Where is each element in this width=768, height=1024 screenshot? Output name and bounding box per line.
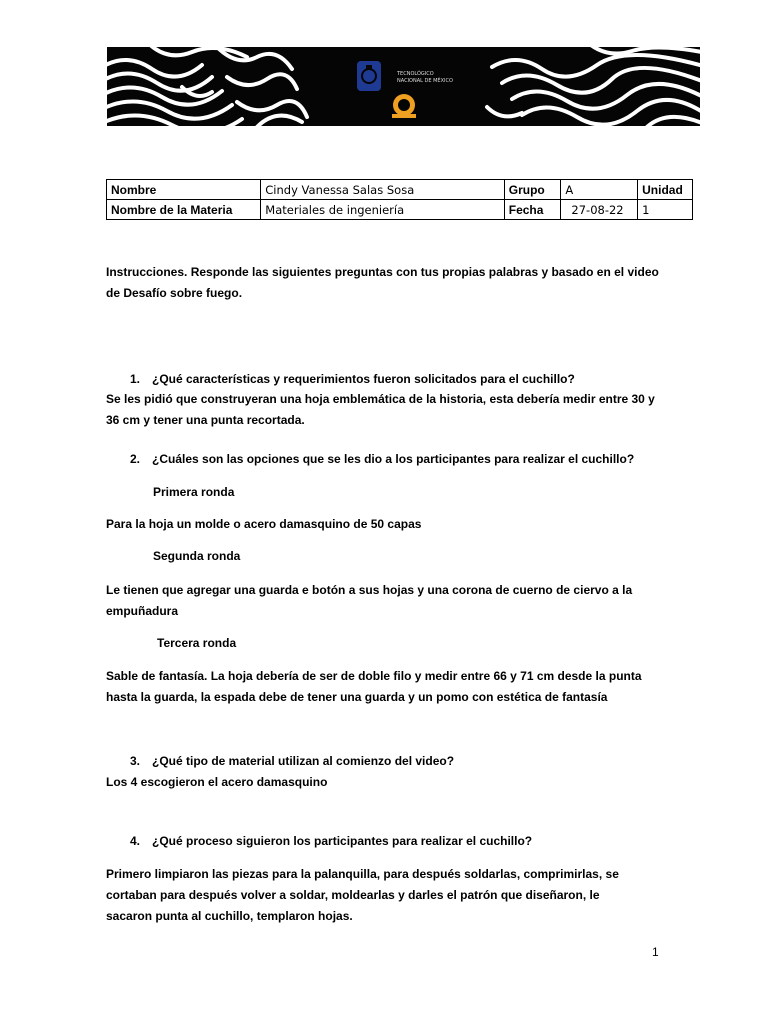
name-value: Cindy Vanessa Salas Sosa	[261, 180, 504, 200]
student-info-table	[106, 179, 693, 220]
name-label: Nombre	[107, 180, 261, 200]
table-row	[107, 180, 693, 200]
question-1	[130, 369, 575, 390]
banner-pattern	[107, 47, 700, 126]
round-3-text: Sable de fantasía. La hoja debería de ser de doble filo y medir entre 66 y 71 cm desde la punta hasta la guarda, la espada debe de tener una guarda y un pomo con estética de fantasía	[106, 669, 642, 704]
instructions-text: Instrucciones. Responde las siguientes preguntas con tus propias palabras y basado en el video de Desafío sobre fuego.	[106, 265, 659, 300]
logo-text-line1: TECNOLÓGICO	[397, 71, 434, 77]
round-3-title: Tercera ronda	[157, 636, 237, 650]
question-text: ¿Qué características y requerimientos fueron solicitados para el cuchillo?	[152, 372, 575, 386]
question-3	[130, 751, 454, 772]
question-number: 1.	[130, 372, 141, 386]
date-value: 27-08-22	[561, 200, 638, 220]
tecnm-logo-icon	[357, 61, 381, 91]
question-text: ¿Qué proceso siguieron los participantes para realizar el cuchillo?	[152, 834, 533, 848]
unit-label: Unidad	[638, 180, 693, 200]
subject-value: Materiales de ingeniería	[261, 200, 504, 220]
question-2	[130, 449, 634, 470]
header-banner	[107, 47, 700, 126]
question-text: ¿Qué tipo de material utilizan al comienzo del video?	[152, 754, 455, 768]
round-2-title: Segunda ronda	[153, 549, 241, 563]
logo-text-line2: NACIONAL DE MÉXICO	[397, 78, 453, 84]
answer-4: Primero limpiaron las piezas para la palanquilla, para después soldarlas, comprimirlas, se cortaban para después volver a soldar, moldearlas y darles el patrón que diseñaron, le sacaron punta al cuchillo, templaron hojas.	[106, 867, 619, 923]
table-row	[107, 200, 693, 220]
round-2-text: Le tienen que agregar una guarda e botón a sus hojas y una corona de cuerno de ciervo a la empuñadura	[106, 583, 633, 618]
group-value: A	[561, 180, 638, 200]
unit-value: 1	[638, 200, 693, 220]
question-number: 2.	[130, 452, 141, 466]
page-number: 1	[652, 945, 659, 959]
group-label: Grupo	[504, 180, 561, 200]
question-text: ¿Cuáles son las opciones que se les dio a los participantes para realizar el cuchillo?	[152, 452, 635, 466]
round-1-text: Para la hoja un molde o acero damasquino de 50 capas	[106, 517, 422, 531]
question-number: 4.	[130, 834, 141, 848]
question-4	[130, 831, 532, 852]
question-number: 3.	[130, 754, 141, 768]
date-label: Fecha	[504, 200, 561, 220]
answer-1: Se les pidió que construyeran una hoja emblemática de la historia, esta debería medir entre 30 y 36 cm y tener una punta recortada.	[106, 392, 655, 427]
round-1-title: Primera ronda	[153, 485, 235, 499]
subject-label: Nombre de la Materia	[107, 200, 261, 220]
answer-3: Los 4 escogieron el acero damasquino	[106, 775, 328, 789]
